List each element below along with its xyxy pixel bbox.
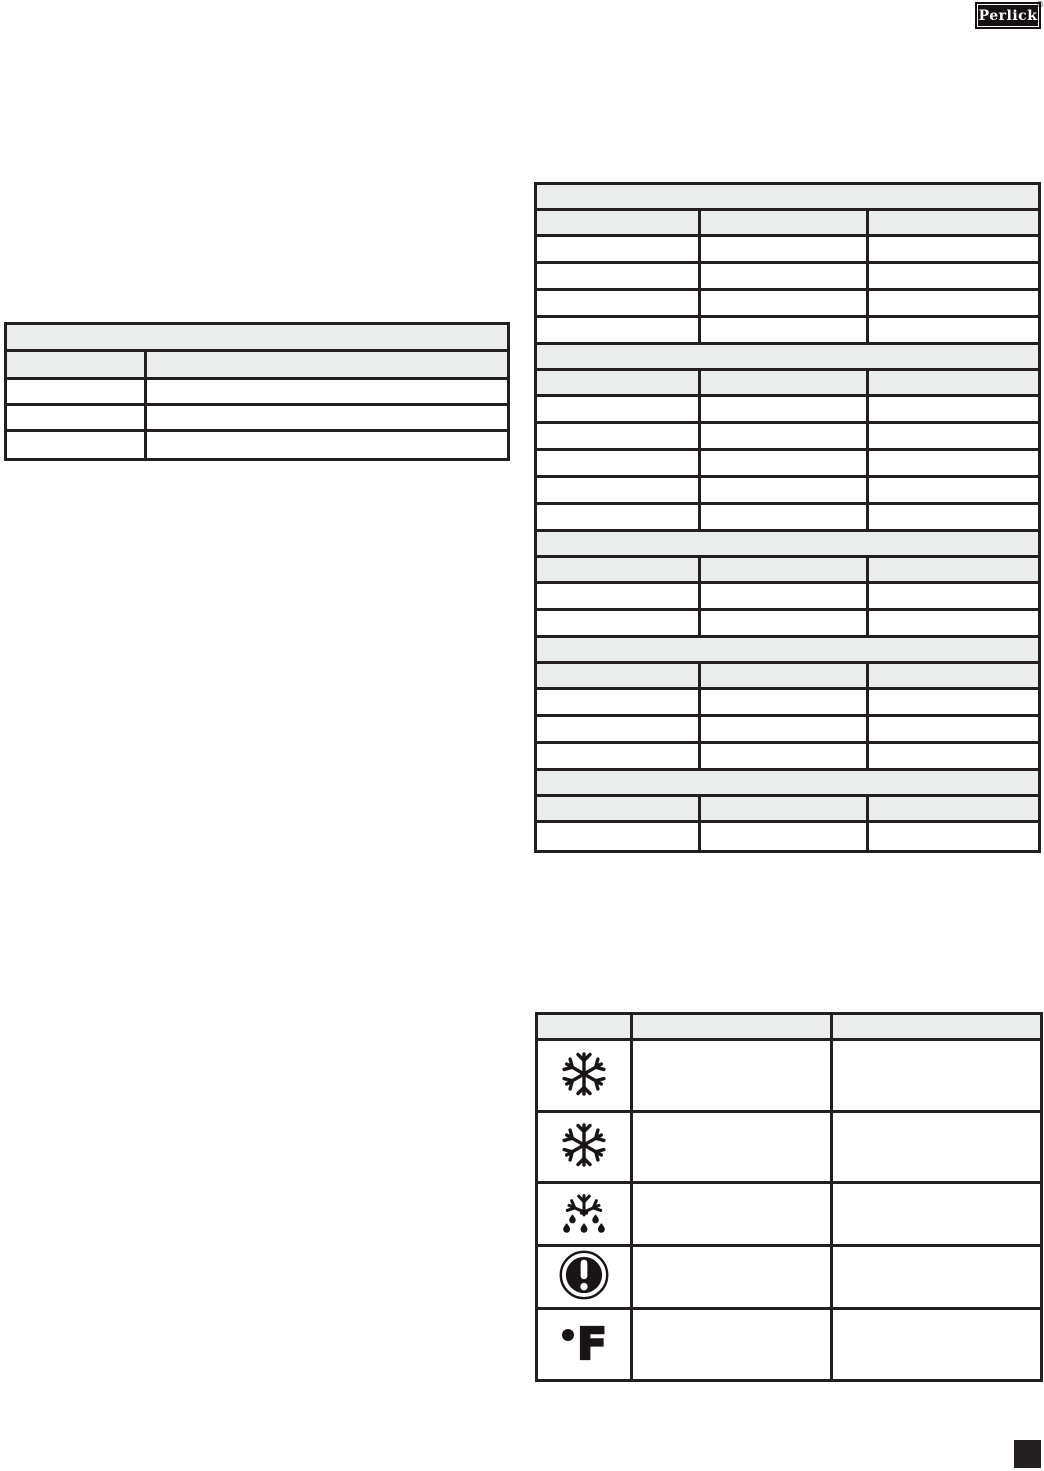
data-cell <box>869 451 1038 475</box>
data-cell <box>869 744 1038 768</box>
section-title-band <box>537 638 1038 664</box>
header-cell <box>538 1015 633 1038</box>
data-cell <box>633 1184 833 1244</box>
header-cell <box>701 664 869 687</box>
section-header-row <box>537 558 1038 584</box>
data-cell <box>701 690 869 714</box>
defrost-icon <box>558 1186 610 1242</box>
data-cell <box>537 690 701 714</box>
table-row <box>537 505 1038 532</box>
table-row <box>537 264 1038 291</box>
data-cell <box>633 1041 833 1110</box>
header-cell <box>701 558 869 581</box>
header-cell <box>537 797 701 820</box>
snowflake-icon <box>559 1049 609 1103</box>
data-cell <box>537 397 701 421</box>
header-cell <box>869 558 1038 581</box>
data-cell <box>701 505 869 529</box>
data-cell <box>147 380 507 403</box>
header-cell <box>537 371 701 394</box>
data-cell <box>537 478 701 502</box>
header-cell <box>701 211 869 234</box>
data-cell <box>701 264 869 288</box>
data-cell <box>869 505 1038 529</box>
data-cell <box>147 432 507 458</box>
data-cell <box>701 237 869 261</box>
section-title-band <box>537 771 1038 797</box>
data-cell <box>833 1113 1040 1181</box>
degree-dot <box>562 1329 574 1341</box>
icon-cell <box>538 1041 633 1110</box>
left-table-title-band <box>7 325 507 352</box>
display-icons-table <box>535 1012 1043 1382</box>
section-header-row <box>537 211 1038 237</box>
data-cell <box>869 690 1038 714</box>
table-row <box>537 717 1038 744</box>
data-cell <box>537 291 701 315</box>
header-cell <box>869 371 1038 394</box>
icon-cell <box>538 1310 633 1379</box>
data-cell <box>701 744 869 768</box>
icon-table-row <box>538 1113 1040 1184</box>
data-cell <box>869 424 1038 448</box>
data-cell <box>869 611 1038 635</box>
data-cell <box>701 823 869 850</box>
data-cell <box>869 318 1038 342</box>
fahrenheit-icon <box>562 1318 607 1370</box>
data-cell <box>537 611 701 635</box>
header-cell <box>701 797 869 820</box>
icon-cell <box>538 1247 633 1307</box>
data-cell <box>833 1041 1040 1110</box>
data-cell <box>701 424 869 448</box>
table-row <box>537 291 1038 318</box>
data-cell <box>537 505 701 529</box>
table-row <box>537 318 1038 345</box>
section-title-band <box>537 345 1038 371</box>
data-cell <box>701 397 869 421</box>
data-cell <box>701 478 869 502</box>
data-cell <box>7 380 147 403</box>
header-cell <box>537 211 701 234</box>
data-cell <box>537 744 701 768</box>
data-cell <box>537 237 701 261</box>
data-cell <box>869 823 1038 850</box>
data-cell <box>869 397 1038 421</box>
table-row <box>537 478 1038 505</box>
table-row <box>537 397 1038 424</box>
data-cell <box>701 291 869 315</box>
fahrenheit-letter: F <box>576 1318 607 1370</box>
header-cell <box>869 211 1038 234</box>
icon-table-header-row <box>538 1015 1040 1041</box>
data-cell <box>537 318 701 342</box>
icon-table-row <box>538 1247 1040 1310</box>
table-row <box>7 432 507 458</box>
section-header-row <box>537 664 1038 690</box>
data-cell <box>147 406 507 429</box>
section-title-band <box>537 532 1038 558</box>
data-cell <box>633 1310 833 1379</box>
right-table <box>534 182 1041 853</box>
header-cell <box>701 371 869 394</box>
table-row <box>537 584 1038 611</box>
data-cell <box>701 451 869 475</box>
data-cell <box>833 1184 1040 1244</box>
data-cell <box>537 424 701 448</box>
data-cell <box>701 611 869 635</box>
icon-cell <box>538 1113 633 1181</box>
perlick-logo-text: Perlick <box>978 7 1038 24</box>
data-cell <box>869 264 1038 288</box>
left-table-header-row <box>7 352 507 380</box>
perlick-logo <box>975 2 1041 29</box>
data-cell <box>633 1247 833 1307</box>
table-row <box>7 406 507 432</box>
data-cell <box>869 717 1038 741</box>
icon-cell <box>538 1184 633 1244</box>
icon-table-row <box>538 1310 1040 1379</box>
header-cell <box>633 1015 833 1038</box>
header-cell <box>147 352 507 377</box>
section-header-row <box>537 371 1038 397</box>
data-cell <box>537 584 701 608</box>
data-cell <box>7 406 147 429</box>
table-row <box>537 451 1038 478</box>
data-cell <box>869 237 1038 261</box>
data-cell <box>537 823 701 850</box>
header-cell <box>7 352 147 377</box>
alarm-icon <box>558 1249 610 1305</box>
data-cell <box>869 478 1038 502</box>
data-cell <box>537 264 701 288</box>
data-cell <box>701 584 869 608</box>
data-cell <box>869 584 1038 608</box>
section-header-row <box>537 797 1038 823</box>
section-title-band <box>537 185 1038 211</box>
header-cell <box>869 664 1038 687</box>
table-row <box>537 690 1038 717</box>
data-cell <box>869 291 1038 315</box>
page-number-block <box>1014 1440 1041 1468</box>
snowflake-icon <box>559 1120 609 1174</box>
left-table <box>4 322 510 461</box>
data-cell <box>701 717 869 741</box>
data-cell <box>537 451 701 475</box>
header-cell <box>537 664 701 687</box>
icon-table-row <box>538 1041 1040 1113</box>
data-cell <box>701 318 869 342</box>
perlick-logo-frame <box>977 4 1039 27</box>
icon-table-row <box>538 1184 1040 1247</box>
table-row <box>537 823 1038 850</box>
table-row <box>537 744 1038 771</box>
header-cell <box>537 558 701 581</box>
data-cell <box>833 1310 1040 1379</box>
data-cell <box>633 1113 833 1181</box>
registered-trademark-icon: ® <box>1036 0 1044 9</box>
header-cell <box>869 797 1038 820</box>
table-row <box>7 380 507 406</box>
data-cell <box>537 717 701 741</box>
header-cell <box>833 1015 1040 1038</box>
table-row <box>537 611 1038 638</box>
table-row <box>537 424 1038 451</box>
data-cell <box>7 432 147 458</box>
table-row <box>537 237 1038 264</box>
data-cell <box>833 1247 1040 1307</box>
